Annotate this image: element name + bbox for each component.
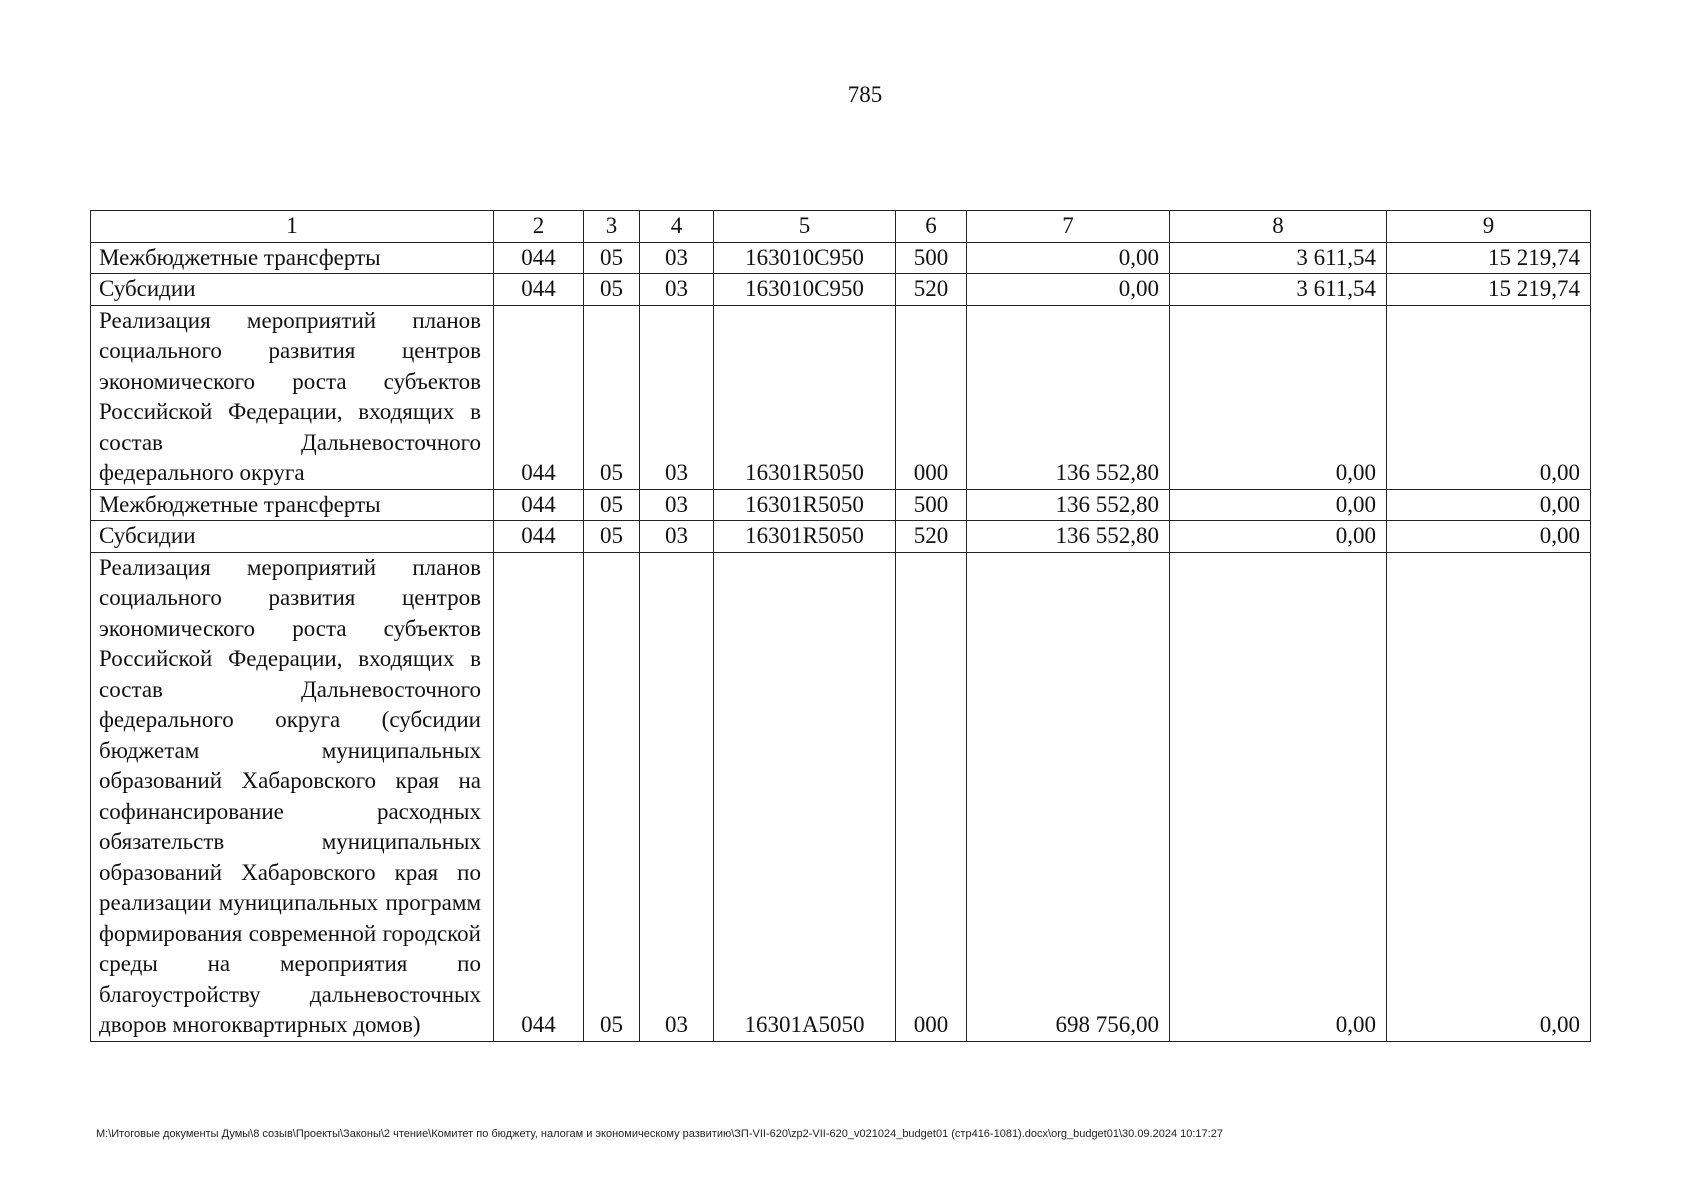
cell-subsection-code: 03 (640, 489, 714, 521)
cell-expense-type: 500 (896, 242, 967, 274)
table-row (91, 521, 1591, 553)
cell-ministry-code: 044 (494, 305, 584, 489)
column-header: 1 (91, 211, 494, 243)
cell-section-code: 05 (584, 489, 640, 521)
cell-amount-7: 0,00 (967, 242, 1170, 274)
column-header: 2 (494, 211, 584, 243)
cell-target-code: 163010C950 (714, 274, 896, 306)
cell-section-code: 05 (584, 274, 640, 306)
row-name: Субсидии (91, 521, 494, 553)
row-name: Субсидии (91, 274, 494, 306)
column-header: 7 (967, 211, 1170, 243)
cell-section-code: 05 (584, 305, 640, 489)
cell-expense-type: 500 (896, 489, 967, 521)
cell-amount-9: 0,00 (1387, 489, 1591, 521)
cell-subsection-code: 03 (640, 274, 714, 306)
cell-amount-9: 0,00 (1387, 521, 1591, 553)
cell-amount-9: 0,00 (1387, 552, 1591, 1041)
row-name: Реализация мероприятий планов социального развития центров экономического роста субъектов Российской Федерации, входящих в состав Дальневосточного федерального округа (субсидии бюджетам муниципальных образований Хабаровского края на софинансирование расходных обязательств муниципальных образований Хабаровского края по реализации муниципальных программ формирования современной городской среды на мероприятия по благоустройству дальневосточных дворов многоквартирных домов) (91, 552, 494, 1041)
cell-amount-7: 136 552,80 (967, 305, 1170, 489)
cell-subsection-code: 03 (640, 242, 714, 274)
row-name: Межбюджетные трансферты (91, 489, 494, 521)
table-header-row (91, 211, 1591, 243)
cell-expense-type: 000 (896, 305, 967, 489)
cell-subsection-code: 03 (640, 552, 714, 1041)
document-file-path: M:\Итоговые документы Думы\8 созыв\Проекты\Законы\2 чтение\Комитет по бюджету, налогам и экономическому развитию\ЗП-VII-620\zp2-VII-620_v021024_budget01 (стр416-1081).docx\org_budget01\30.09.2024 10:17:27 (96, 1128, 1223, 1140)
cell-section-code: 05 (584, 242, 640, 274)
cell-section-code: 05 (584, 552, 640, 1041)
cell-target-code: 16301R5050 (714, 305, 896, 489)
cell-ministry-code: 044 (494, 521, 584, 553)
table-row (91, 552, 1591, 1041)
cell-amount-7: 0,00 (967, 274, 1170, 306)
cell-ministry-code: 044 (494, 274, 584, 306)
cell-subsection-code: 03 (640, 521, 714, 553)
cell-subsection-code: 03 (640, 305, 714, 489)
cell-expense-type: 520 (896, 274, 967, 306)
cell-amount-7: 136 552,80 (967, 489, 1170, 521)
cell-expense-type: 000 (896, 552, 967, 1041)
cell-ministry-code: 044 (494, 242, 584, 274)
cell-amount-8: 0,00 (1170, 521, 1387, 553)
cell-target-code: 16301R5050 (714, 489, 896, 521)
table-row (91, 274, 1591, 306)
cell-amount-8: 0,00 (1170, 552, 1387, 1041)
page-number: 785 (847, 82, 883, 107)
cell-amount-8: 3 611,54 (1170, 274, 1387, 306)
cell-expense-type: 520 (896, 521, 967, 553)
cell-target-code: 16301R5050 (714, 521, 896, 553)
cell-section-code: 05 (584, 521, 640, 553)
column-header: 9 (1387, 211, 1591, 243)
row-name: Реализация мероприятий планов социального развития центров экономического роста субъектов Российской Федерации, входящих в состав Дальневосточного федерального округа (91, 305, 494, 489)
cell-amount-7: 698 756,00 (967, 552, 1170, 1041)
cell-ministry-code: 044 (494, 489, 584, 521)
budget-table (90, 210, 1591, 1042)
cell-amount-9: 15 219,74 (1387, 242, 1591, 274)
cell-target-code: 16301A5050 (714, 552, 896, 1041)
cell-amount-8: 0,00 (1170, 489, 1387, 521)
cell-amount-9: 0,00 (1387, 305, 1591, 489)
row-name: Межбюджетные трансферты (91, 242, 494, 274)
cell-ministry-code: 044 (494, 552, 584, 1041)
table-row (91, 305, 1591, 489)
column-header: 5 (714, 211, 896, 243)
cell-amount-7: 136 552,80 (967, 521, 1170, 553)
cell-target-code: 163010C950 (714, 242, 896, 274)
table-row (91, 242, 1591, 274)
column-header: 8 (1170, 211, 1387, 243)
column-header: 3 (584, 211, 640, 243)
cell-amount-9: 15 219,74 (1387, 274, 1591, 306)
table-row (91, 489, 1591, 521)
column-header: 6 (896, 211, 967, 243)
cell-amount-8: 3 611,54 (1170, 242, 1387, 274)
cell-amount-8: 0,00 (1170, 305, 1387, 489)
column-header: 4 (640, 211, 714, 243)
